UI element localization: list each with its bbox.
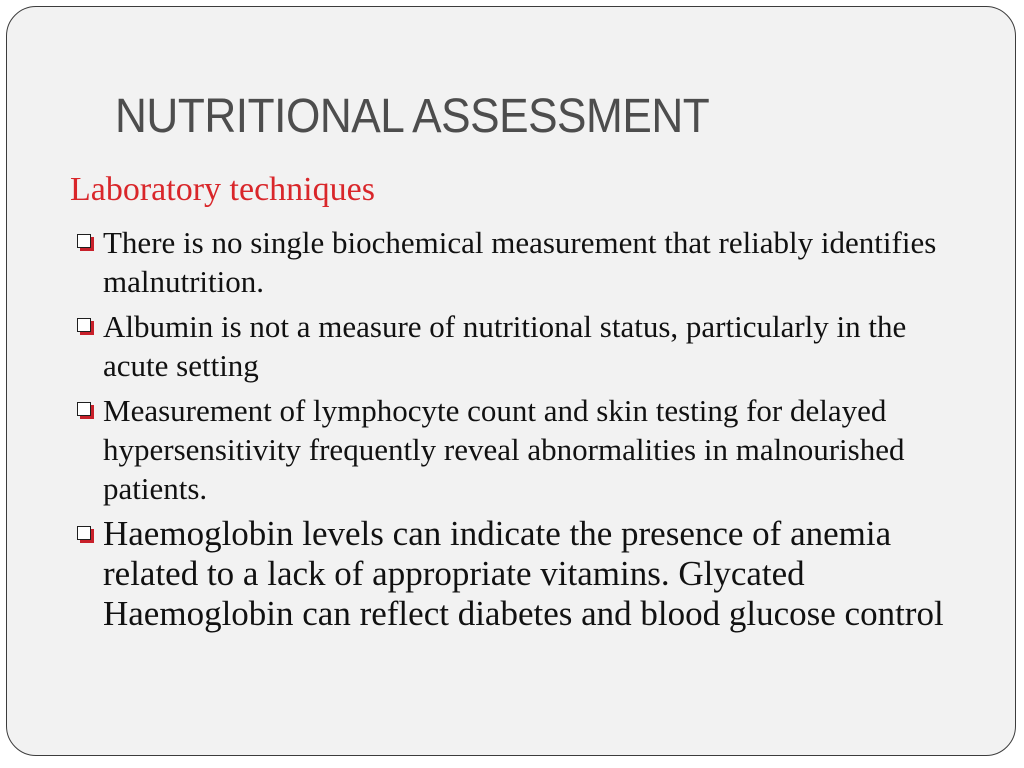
- checkbox-bullet-icon: [77, 234, 91, 248]
- bullet-list: [75, 223, 975, 640]
- slide-title: NUTRITIONAL ASSESSMENT: [115, 90, 710, 143]
- checkbox-bullet-icon: [77, 526, 91, 540]
- bullet-item: [75, 514, 975, 634]
- slide: [6, 6, 1016, 756]
- bullet-text: Measurement of lymphocyte count and skin testing for delayed hypersensitivity frequently reveal abnormalities in malnourished patients.: [103, 393, 905, 506]
- bullet-item: [75, 391, 975, 508]
- bullet-item: [75, 307, 975, 385]
- bullet-text: Albumin is not a measure of nutritional status, particularly in the acute setting: [103, 309, 907, 383]
- bullet-text: There is no single biochemical measurement that reliably identifies malnutrition.: [103, 225, 937, 299]
- checkbox-bullet-icon: [77, 318, 91, 332]
- bullet-item: [75, 223, 975, 301]
- slide-subtitle: Laboratory techniques: [70, 171, 375, 208]
- bullet-text: Haemoglobin levels can indicate the presence of anemia related to a lack of appropriate vitamins. Glycated Haemoglobin can reflect diabetes and blood glucose control: [103, 514, 944, 633]
- checkbox-bullet-icon: [77, 402, 91, 416]
